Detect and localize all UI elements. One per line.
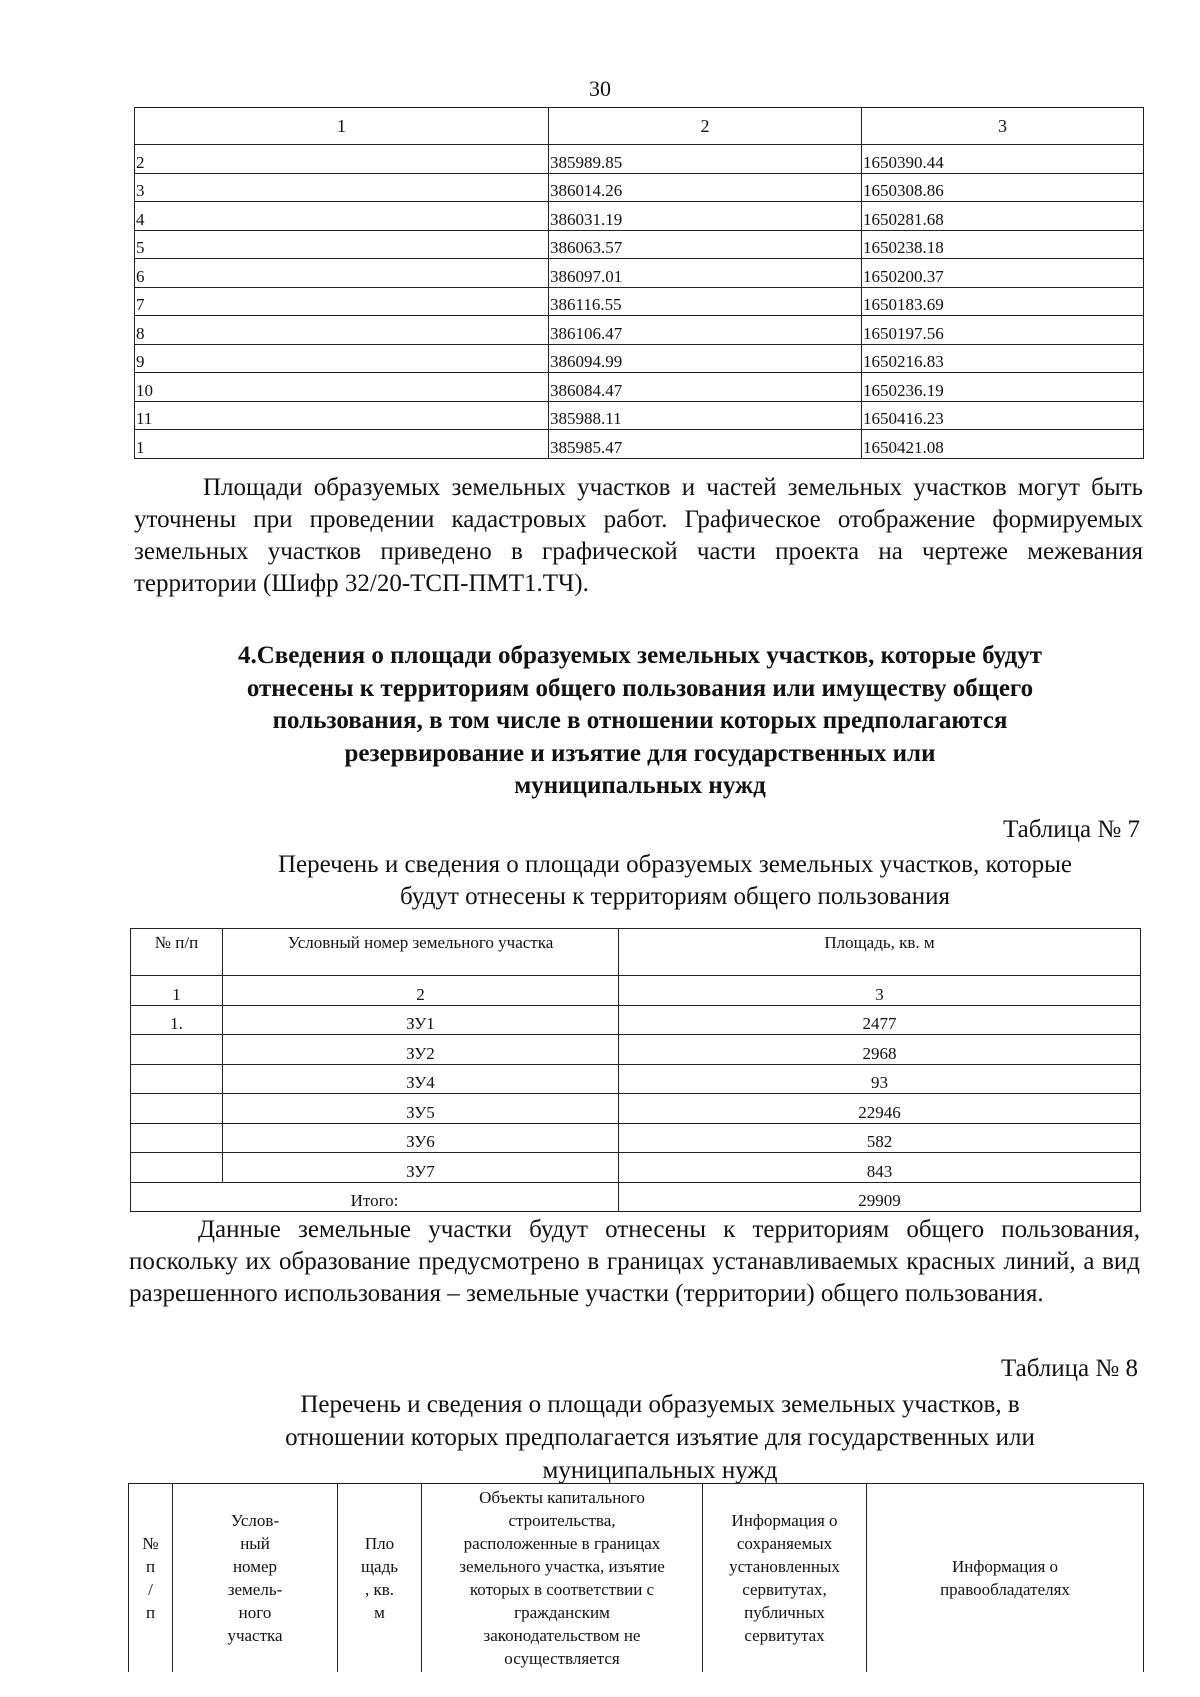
table-7-label: Таблица № 7 [1002,816,1140,843]
point-number: 3 [135,173,549,202]
table-row [135,344,1144,373]
total-row [131,1182,1141,1212]
row-number [131,1123,223,1153]
point-number: 2 [135,145,549,174]
table-header-row [135,108,1144,145]
heading-line: резервирование и изъятие для государственных или [344,739,936,767]
parcel-area: 93 [619,1064,1141,1094]
coord-x: 386116.55 [549,287,862,316]
total-label: Итого: [131,1182,619,1212]
column-header-capital-objects: Объекты капитального строительства, расположенные в границах земельного участка, изъятие которых в соответствии с гражданским законодательством не осуществляется [422,1484,703,1673]
column-header-rightholders: Информация о правообладателях [867,1484,1144,1673]
index-cell: 3 [619,976,1141,1006]
heading-line: муниципальных нужд [514,772,766,799]
coord-x: 386031.19 [549,202,862,231]
column-header: 2 [549,108,862,145]
coordinates-table [134,107,1144,459]
table-row [135,230,1144,259]
table-row [131,1153,1141,1183]
column-header-parcel-id: Услов- ный номер земель- ного участка [173,1484,338,1673]
table-row [135,145,1144,174]
table-row [135,430,1144,459]
parcel-id: ЗУ7 [223,1153,619,1183]
parcel-area: 22946 [619,1094,1141,1124]
caption-line: Перечень и сведения о площади образуемых земельных участков, которые [278,851,1072,878]
column-header: 3 [862,108,1144,145]
table-7 [130,928,1141,1212]
coord-x: 385989.85 [549,145,862,174]
caption-line: Перечень и сведения о площади образуемых земельных участков, в [300,1391,1020,1418]
column-header: Площадь, кв. м [619,929,1141,976]
parcel-area: 843 [619,1153,1141,1183]
coord-y: 1650390.44 [862,145,1144,174]
section-4-heading [150,640,1130,803]
coord-x: 386106.47 [549,316,862,345]
point-number: 7 [135,287,549,316]
coord-y: 1650238.18 [862,230,1144,259]
coord-y: 1650281.68 [862,202,1144,231]
heading-line: пользования, в том числе в отношении которых предполагаются [272,707,1008,734]
column-header: 1 [135,108,549,145]
row-number [131,1035,223,1065]
point-number: 4 [135,202,549,231]
point-number: 1 [135,430,549,459]
index-cell: 2 [223,976,619,1006]
table-header-row [129,1484,1144,1673]
point-number: 11 [135,401,549,430]
column-header-number: № п / п [129,1484,173,1673]
coord-y: 1650216.83 [862,344,1144,373]
column-header-servitudes: Информация о сохраняемых установленных сервитутах, публичных сервитутах [703,1484,867,1673]
coord-y: 1650200.37 [862,259,1144,288]
coord-x: 386014.26 [549,173,862,202]
caption-line: будут отнесены к территориям общего пользования [400,883,950,910]
point-number: 8 [135,316,549,345]
parcel-area: 582 [619,1123,1141,1153]
column-header: № п/п [131,929,223,976]
column-index-row [131,976,1141,1006]
parcel-area: 2477 [619,1005,1141,1035]
parcel-area: 2968 [619,1035,1141,1065]
heading-line: отнесены к территориям общего пользования или имуществу общего [246,674,1034,702]
row-number: 1. [131,1005,223,1035]
coord-y: 1650197.56 [862,316,1144,345]
parcel-id: ЗУ2 [223,1035,619,1065]
table-row [131,1094,1141,1124]
parcel-id: ЗУ4 [223,1064,619,1094]
table-row [135,259,1144,288]
parcel-id: ЗУ1 [223,1005,619,1035]
row-number [131,1094,223,1124]
coord-x: 386084.47 [549,373,862,402]
table-row [131,1035,1141,1065]
table-row [135,173,1144,202]
coord-x: 386097.01 [549,259,862,288]
table-row [135,373,1144,402]
coord-y: 1650308.86 [862,173,1144,202]
total-value: 29909 [619,1182,1141,1212]
coord-x: 385985.47 [549,430,862,459]
point-number: 9 [135,344,549,373]
coord-x: 386094.99 [549,344,862,373]
caption-line: отношении которых предполагается изъятие для государственных или [285,1424,1035,1451]
table-row [135,401,1144,430]
table-8-label: Таблица № 8 [1000,1355,1138,1382]
table-row [135,287,1144,316]
column-header-area: Пло щадь , кв. м [338,1484,422,1673]
table-row [131,1123,1141,1153]
table-7-caption [200,849,1150,913]
table-header-row [131,929,1141,976]
paragraph-refinement-note: Площади образуемых земельных участков и частей земельных участков могут быть уточнены при проведении кадастровых работ. Графическое отображение формируемых земельных участков приведено в графической части проекта на чертеже межевания территории (Шифр 32/20-ТСП-ПМТ1.ТЧ). [134,474,1143,597]
row-number [131,1064,223,1094]
paragraph-public-use-note: Данные земельные участки будут отнесены к территориям общего пользования, поскольку их образование предусмотрено в границах устанавливаемых красных линий, а вид разрешенного использования – земельные участки (территории) общего пользования. [129,1216,1140,1307]
parcel-id: ЗУ6 [223,1123,619,1153]
table-8 [128,1483,1144,1672]
caption-line: муниципальных нужд [542,1457,778,1484]
parcel-id: ЗУ5 [223,1094,619,1124]
row-number [131,1153,223,1183]
coord-y: 1650236.19 [862,373,1144,402]
table-row [131,1064,1141,1094]
column-header: Условный номер земельного участка [223,929,619,976]
table-row [131,1005,1141,1035]
table-row [135,316,1144,345]
point-number: 6 [135,259,549,288]
table-row [135,202,1144,231]
point-number: 5 [135,230,549,259]
coord-y: 1650183.69 [862,287,1144,316]
table-8-caption [190,1388,1130,1487]
point-number: 10 [135,373,549,402]
heading-line: 4.Сведения о площади образуемых земельных участков, которые будут [237,642,1043,669]
coord-y: 1650421.08 [862,430,1144,459]
index-cell: 1 [131,976,223,1006]
coord-x: 385988.11 [549,401,862,430]
page-number: 30 [589,76,611,101]
coord-x: 386063.57 [549,230,862,259]
coord-y: 1650416.23 [862,401,1144,430]
